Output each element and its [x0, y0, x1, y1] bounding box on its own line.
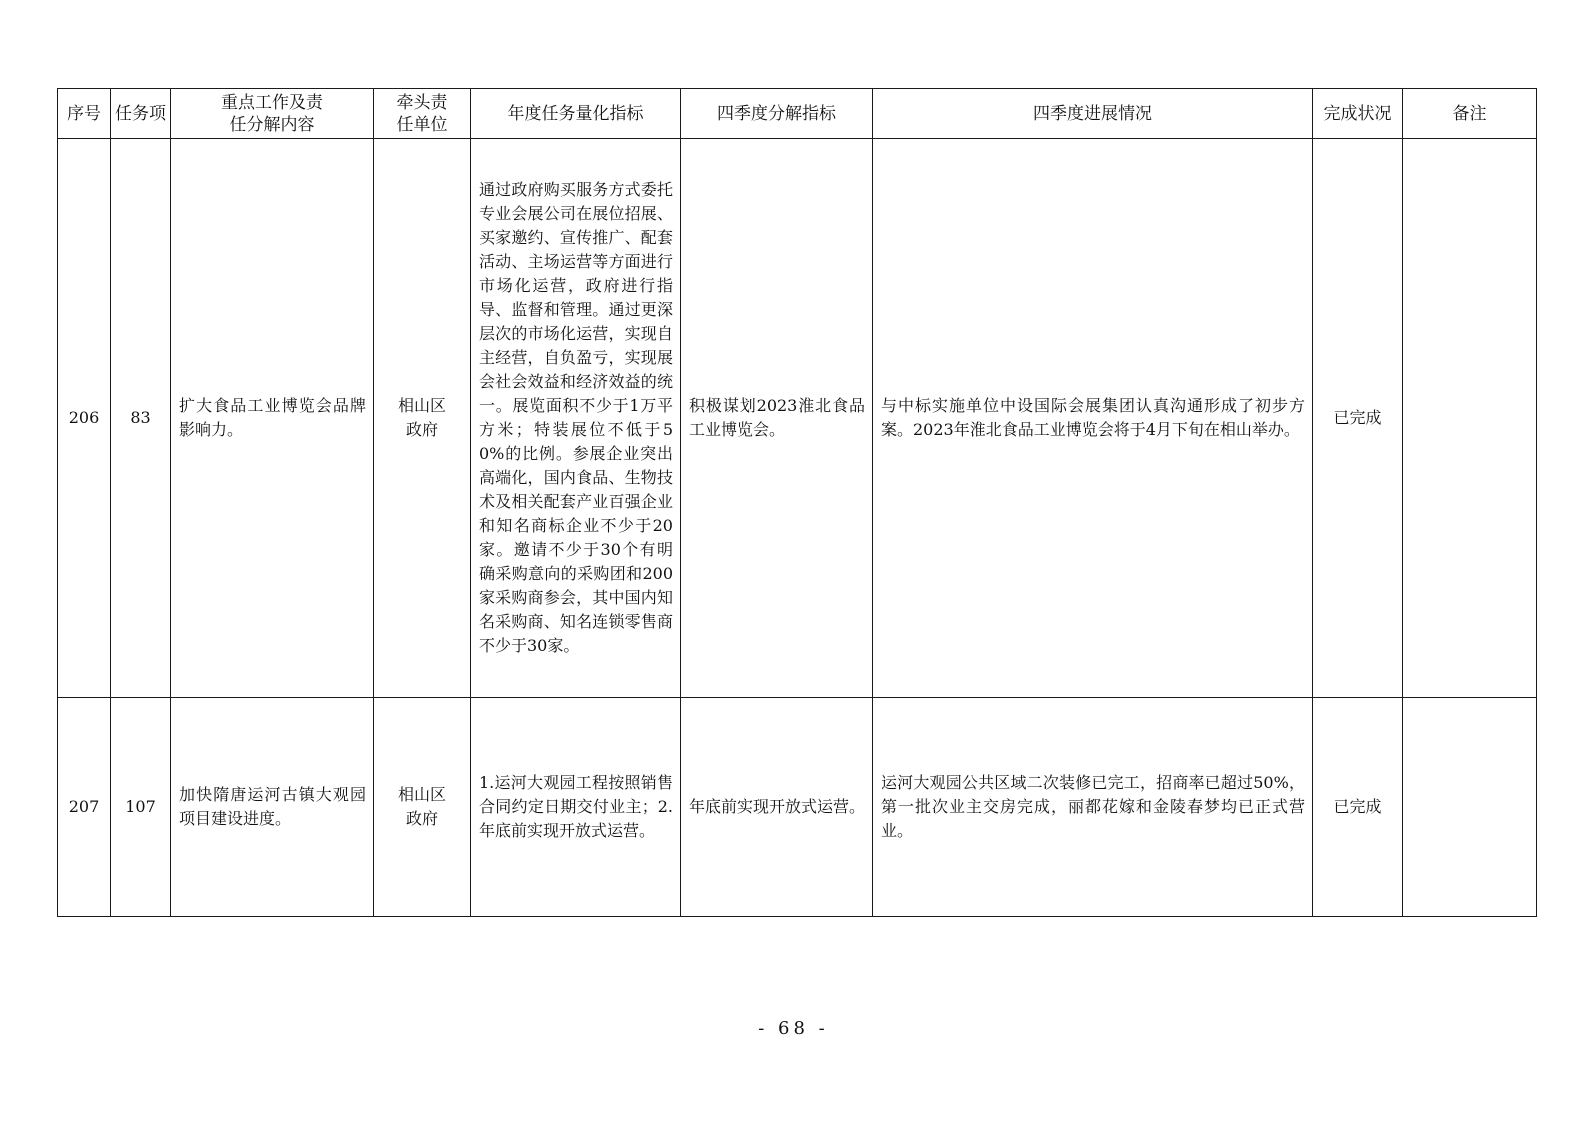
cell-q4-target: 年底前实现开放式运营。 [681, 698, 873, 917]
cell-task: 83 [111, 139, 171, 698]
cell-lead: 相山区政府 [374, 139, 471, 698]
cell-q4-target: 积极谋划2023淮北食品工业博览会。 [681, 139, 873, 698]
header-task: 任务项 [111, 89, 171, 139]
header-seq: 序号 [58, 89, 111, 139]
cell-annual: 1.运河大观园工程按照销售合同约定日期交付业主；2.年底前实现开放式运营。 [471, 698, 681, 917]
cell-content: 加快隋唐运河古镇大观园项目建设进度。 [171, 698, 374, 917]
header-q4-progress: 四季度进展情况 [873, 89, 1313, 139]
table-header-row [58, 89, 1537, 139]
header-status: 完成状况 [1313, 89, 1403, 139]
header-annual: 年度任务量化指标 [471, 89, 681, 139]
cell-status: 已完成 [1313, 698, 1403, 917]
table-row [58, 698, 1537, 917]
page-number: - 68 - [758, 1018, 829, 1039]
header-remark: 备注 [1403, 89, 1537, 139]
cell-seq: 207 [58, 698, 111, 917]
cell-lead: 相山区政府 [374, 698, 471, 917]
cell-q4-progress: 运河大观园公共区域二次装修已完工，招商率已超过50%，第一批次业主交房完成，丽都花嫁和金陵春梦均已正式营业。 [873, 698, 1313, 917]
cell-annual: 通过政府购买服务方式委托专业会展公司在展位招展、买家邀约、宣传推广、配套活动、主场运营等方面进行市场化运营，政府进行指导、监督和管理。通过更深层次的市场化运营，实现自主经营，自负盈亏，实现展会社会效益和经济效益的统一。展览面积不少于1万平方米；特装展位不低于50%的比例。参展企业突出高端化，国内食品、生物技术及相关配套产业百强企业和知名商标企业不少于20家。邀请不少于30个有明确采购意向的采购团和200家采购商参会，其中国内知名采购商、知名连锁零售商不少于30家。 [471, 139, 681, 698]
table-row [58, 139, 1537, 698]
cell-content: 扩大食品工业博览会品牌影响力。 [171, 139, 374, 698]
task-table [57, 88, 1537, 917]
header-q4-target: 四季度分解指标 [681, 89, 873, 139]
cell-q4-progress: 与中标实施单位中设国际会展集团认真沟通形成了初步方案。2023年淮北食品工业博览会将于4月下旬在相山举办。 [873, 139, 1313, 698]
header-content: 重点工作及责任分解内容 [171, 89, 374, 139]
cell-task: 107 [111, 698, 171, 917]
header-lead: 牵头责任单位 [374, 89, 471, 139]
cell-remark [1403, 139, 1537, 698]
cell-seq: 206 [58, 139, 111, 698]
cell-remark [1403, 698, 1537, 917]
cell-status: 已完成 [1313, 139, 1403, 698]
